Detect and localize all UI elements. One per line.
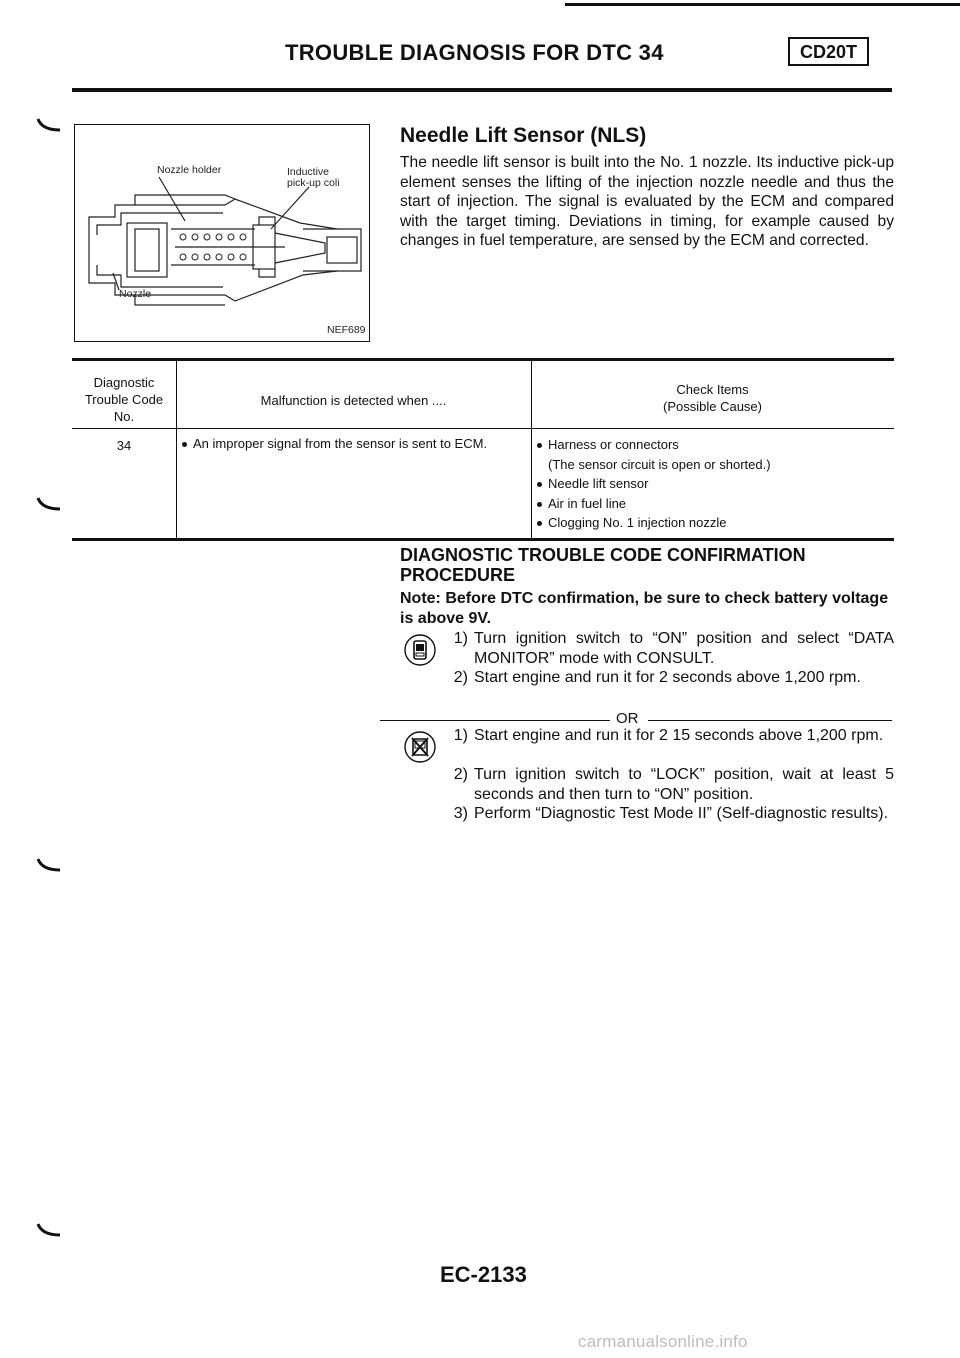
bullet-icon: [537, 482, 542, 487]
check-item: [537, 455, 892, 475]
check-item: [537, 513, 892, 533]
figure-id: NEF689: [327, 324, 366, 336]
corner-mark-icon: [36, 497, 62, 511]
step-text: Perform “Diagnostic Test Mode II” (Self-diagnostic results).: [474, 805, 889, 822]
step-number: 2): [453, 669, 468, 686]
table-header-check-items: [531, 381, 894, 415]
or-line-right: [648, 720, 892, 721]
header-code-line: Trouble Code: [84, 392, 164, 407]
procedure-heading-line: PROCEDURE: [400, 565, 516, 585]
check-item: [537, 474, 892, 494]
or-line-left: [380, 720, 610, 721]
consult-tool-icon: [403, 633, 437, 667]
or-label: OR: [616, 710, 639, 727]
header-code-line: No.: [113, 409, 135, 424]
header-check-line: (Possible Cause): [663, 399, 762, 414]
table-header-malfunction: Malfunction is detected when ....: [260, 393, 447, 408]
section-heading: Needle Lift Sensor (NLS): [400, 124, 647, 147]
step-number: 2): [453, 766, 468, 783]
malfunction-text: An improper signal from the sensor is sent to ECM.: [193, 436, 488, 451]
section-body: The needle lift sensor is built into the No. 1 nozzle. Its inductive pick-up element senses the lifting of the injection nozzle needle and thus the start of injection. The signal is evaluated by the ECM and compared with the target timing. Deviations in timing, for example caused by changes in fuel temperature, are sensed by the ECM and corrected.: [400, 154, 894, 250]
table-col-divider: [176, 361, 177, 538]
nozzle-holder-label: Nozzle holder: [157, 164, 222, 176]
check-item: [537, 435, 892, 455]
nozzle-figure: [74, 124, 370, 342]
watermark: carmanualsonline.info: [578, 1332, 748, 1351]
page-title: TROUBLE DIAGNOSIS FOR DTC 34: [285, 40, 664, 65]
step-number: 3): [453, 805, 468, 822]
corner-mark-icon: [36, 118, 62, 132]
table-cell-code: 34: [116, 438, 132, 453]
check-item-text: Harness or connectors: [548, 437, 679, 452]
procedure-note: Note: Before DTC confirmation, be sure to check battery voltage is above 9V.: [400, 590, 889, 627]
step-text: Start engine and run it for 2 seconds above 1,200 rpm.: [474, 669, 861, 686]
step-text: Turn ignition switch to “LOCK” position, wait at least 5 seconds and then turn to “ON” position.: [474, 766, 894, 803]
step-text: Start engine and run it for 2 15 seconds above 1,200 rpm.: [474, 727, 884, 744]
corner-mark-icon: [36, 858, 62, 872]
bullet-icon: [537, 443, 542, 448]
table-cell-check-items: [537, 435, 892, 533]
table-top-rule: [72, 358, 894, 361]
no-tools-icon: [403, 730, 437, 764]
step-number: 1): [453, 630, 468, 647]
check-item-text: Clogging No. 1 injection nozzle: [548, 515, 727, 530]
table-header-code: [72, 374, 176, 425]
corner-mark-icon: [36, 1223, 62, 1237]
pickup-coil-label: pick-up coli: [287, 177, 340, 189]
bullet-icon: [537, 502, 542, 507]
check-item: [537, 494, 892, 514]
bullet-icon: [537, 521, 542, 526]
table-bottom-rule: [72, 538, 894, 541]
header-check-line: Check Items: [676, 382, 749, 397]
engine-code-badge: CD20T: [788, 37, 869, 66]
procedure-heading: [400, 545, 880, 585]
bullet-icon: [182, 442, 187, 447]
or-separator: [380, 710, 892, 727]
table-header-divider: [72, 428, 894, 429]
page-number: EC-2133: [440, 1262, 527, 1287]
step-number: 1): [453, 727, 468, 744]
header-rule: [72, 88, 892, 92]
header-code-line: Diagnostic: [93, 375, 155, 390]
top-edge-rule: [565, 3, 960, 6]
table-cell-malfunction: [182, 435, 528, 452]
step-text: Turn ignition switch to “ON” position and select “DATA MONITOR” mode with CONSULT.: [474, 630, 894, 667]
procedure-heading-line: DIAGNOSTIC TROUBLE CODE CONFIRMATION: [400, 545, 806, 565]
check-item-text: Needle lift sensor: [548, 476, 649, 491]
nozzle-diagram-icon: [75, 125, 371, 343]
inductive-label: Inductive: [287, 166, 330, 178]
check-item-text: (The sensor circuit is open or shorted.): [548, 456, 771, 472]
nozzle-label: Nozzle: [119, 288, 152, 300]
check-item-text: Air in fuel line: [548, 495, 627, 511]
